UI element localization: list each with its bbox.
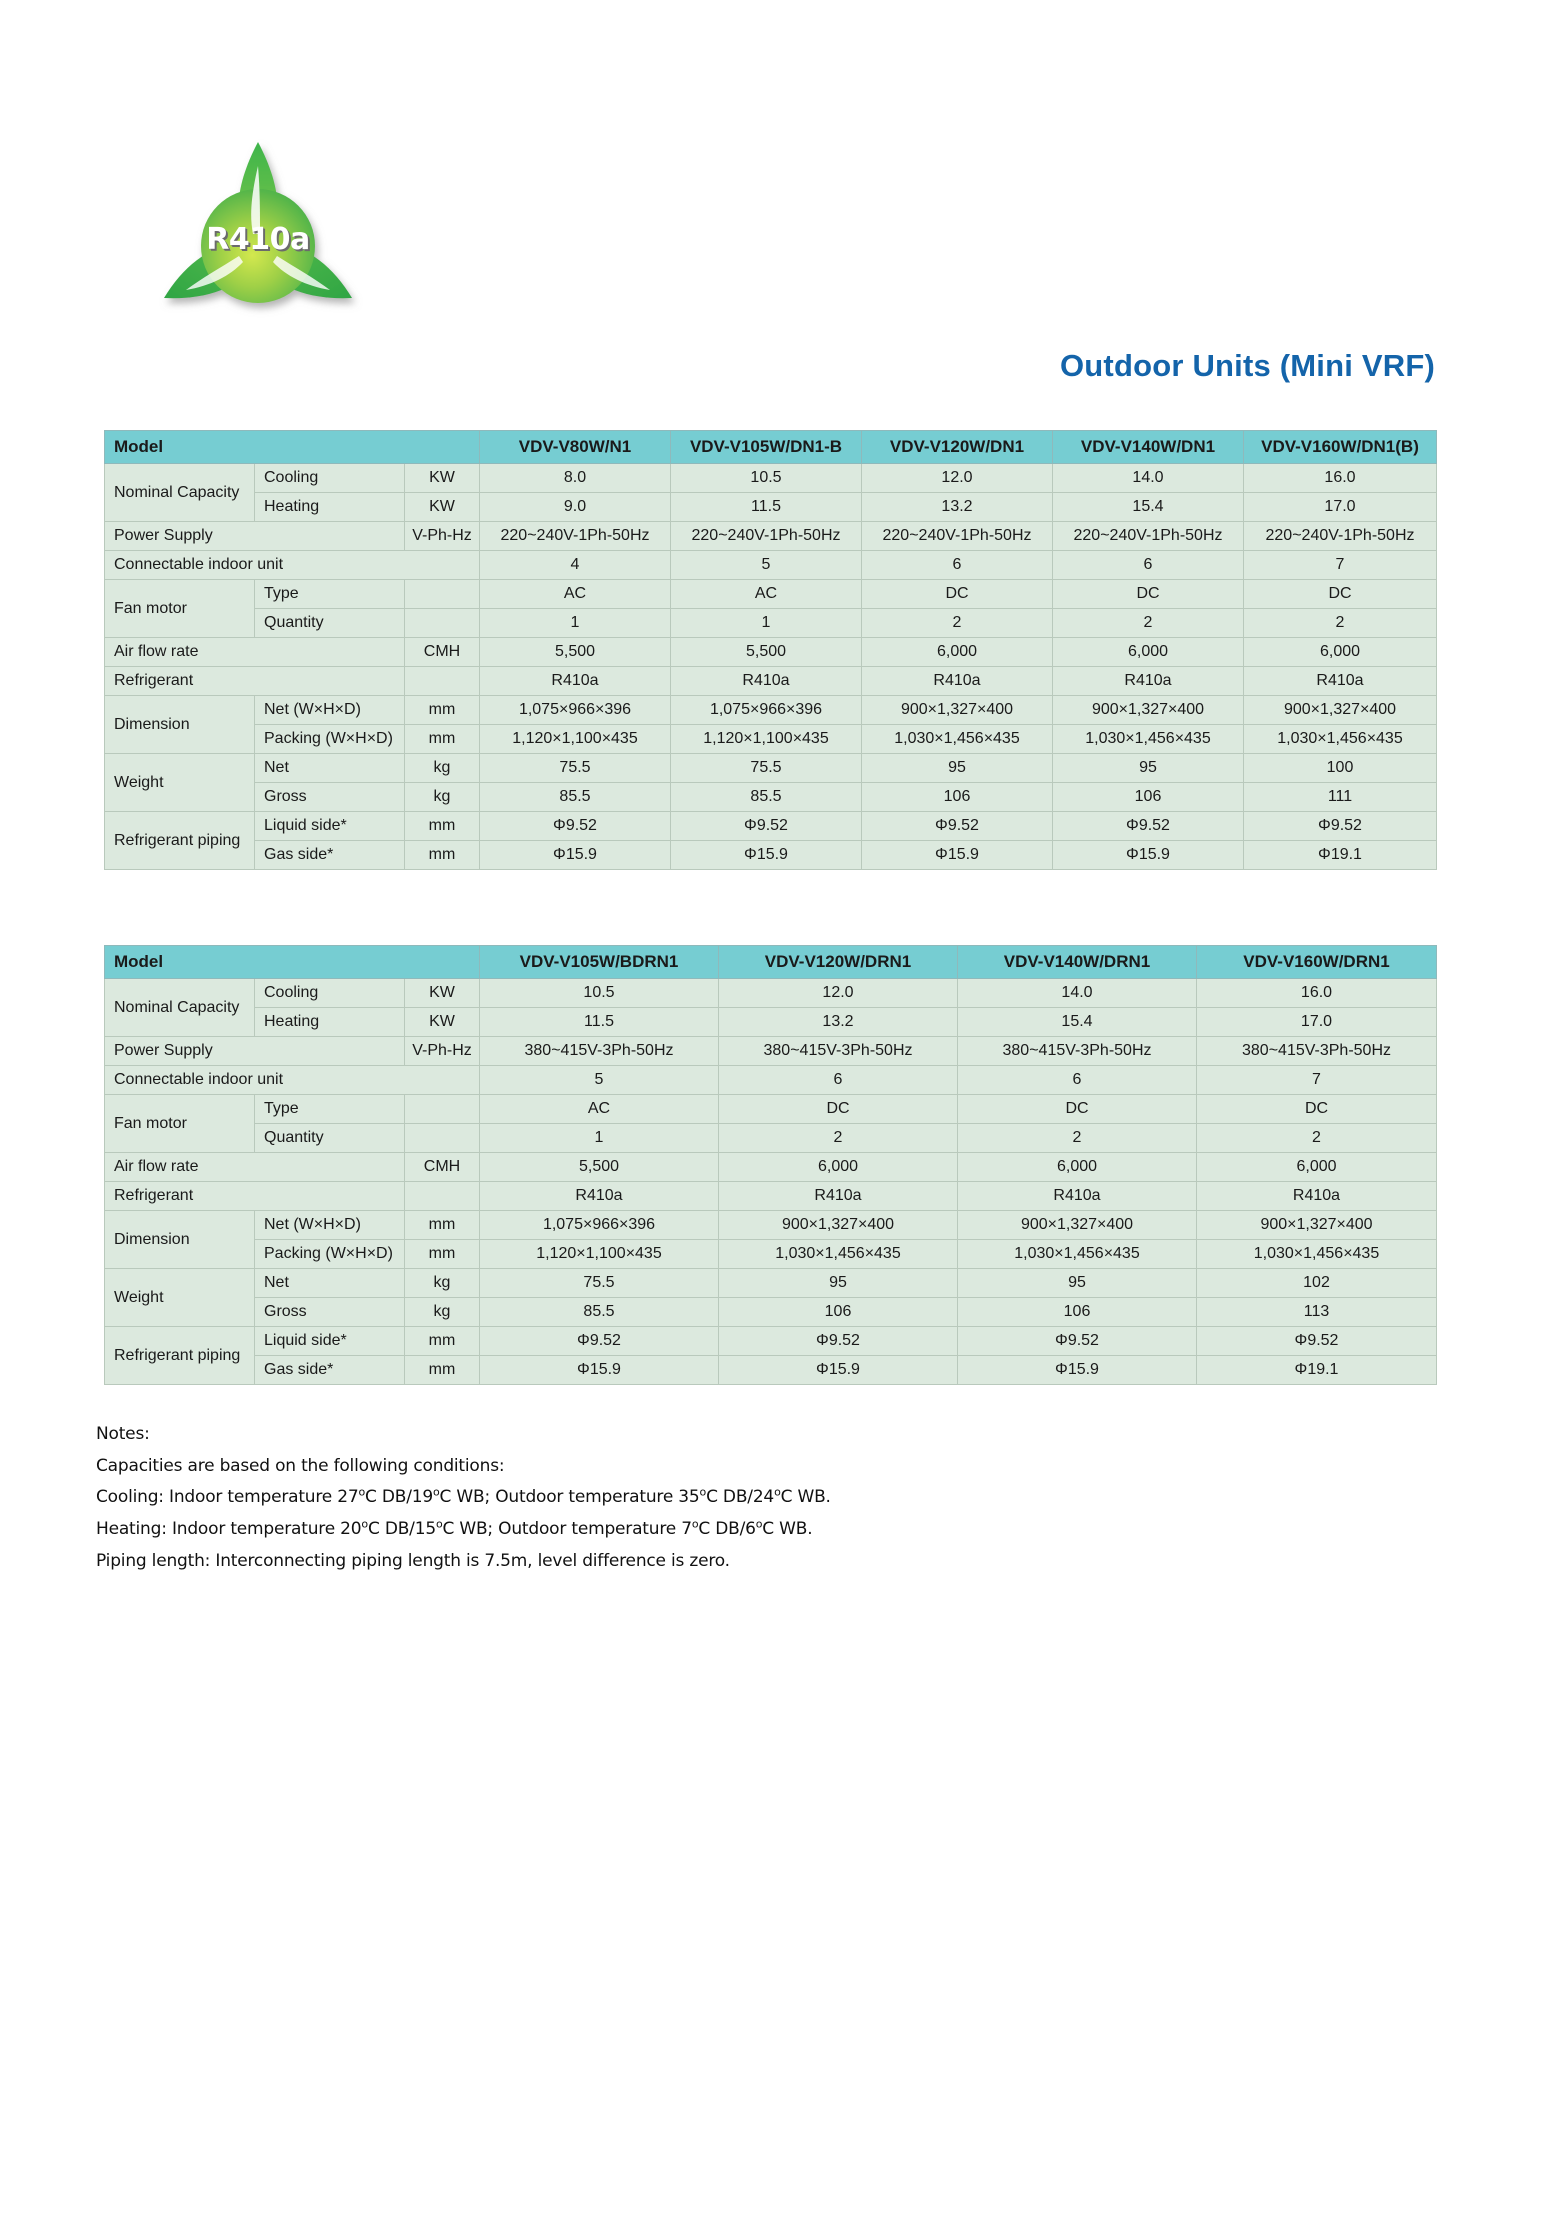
table-row (105, 1269, 1437, 1298)
row-group-label: Weight (105, 754, 255, 812)
row-unit: mm (405, 812, 480, 841)
table-cell: 5,500 (480, 1153, 719, 1182)
row-sub-label: Liquid side* (255, 1327, 405, 1356)
table-cell: R410a (671, 667, 862, 696)
table-cell: 95 (862, 754, 1053, 783)
table-cell: 1 (671, 609, 862, 638)
table-cell: 6 (719, 1066, 958, 1095)
row-group-label: Refrigerant piping (105, 1327, 255, 1385)
table-cell: 106 (719, 1298, 958, 1327)
table-cell: 13.2 (862, 493, 1053, 522)
row-group-label: Fan motor (105, 1095, 255, 1153)
table-row (105, 1153, 1437, 1182)
table-cell: Φ9.52 (1244, 812, 1437, 841)
table-cell: Φ9.52 (1197, 1327, 1437, 1356)
table-cell: 1,030×1,456×435 (719, 1240, 958, 1269)
degree-superscript: o (435, 1517, 443, 1531)
row-label: Air flow rate (105, 638, 405, 667)
row-unit: mm (405, 725, 480, 754)
table-row (105, 1037, 1437, 1066)
table-cell: 380~415V-3Ph-50Hz (958, 1037, 1197, 1066)
table-cell: 1,120×1,100×435 (671, 725, 862, 754)
table-row (105, 1008, 1437, 1037)
table-row (105, 638, 1437, 667)
row-sub-label: Quantity (255, 1124, 405, 1153)
table-cell: 9.0 (480, 493, 671, 522)
table-cell: 1,120×1,100×435 (480, 725, 671, 754)
row-unit: KW (405, 1008, 480, 1037)
table-cell: 2 (862, 609, 1053, 638)
page-title: Outdoor Units (Mini VRF) (1059, 348, 1435, 383)
table-row (105, 812, 1437, 841)
table-cell: 7 (1197, 1066, 1437, 1095)
table-cell: 15.4 (958, 1008, 1197, 1037)
row-sub-label: Type (255, 1095, 405, 1124)
row-unit: KW (405, 979, 480, 1008)
table-cell: 95 (958, 1269, 1197, 1298)
degree-superscript: o (433, 1485, 440, 1499)
table-cell: AC (671, 580, 862, 609)
table-cell: 380~415V-3Ph-50Hz (480, 1037, 719, 1066)
table-cell: 2 (1197, 1124, 1437, 1153)
table-cell: 6,000 (958, 1153, 1197, 1182)
row-sub-label: Net (255, 754, 405, 783)
spec-table-three-phase (104, 945, 1437, 1385)
table-cell: 95 (1053, 754, 1244, 783)
table-cell: 6,000 (862, 638, 1053, 667)
row-unit: CMH (405, 638, 480, 667)
table-cell: DC (1197, 1095, 1437, 1124)
table-cell: 220~240V-1Ph-50Hz (1053, 522, 1244, 551)
row-sub-label: Net (255, 1269, 405, 1298)
degree-superscript: o (699, 1485, 707, 1499)
table-row (105, 667, 1437, 696)
row-group-label: Fan motor (105, 580, 255, 638)
table-cell: 16.0 (1244, 464, 1437, 493)
table-cell: AC (480, 580, 671, 609)
table-cell: R410a (480, 1182, 719, 1211)
table-cell: 100 (1244, 754, 1437, 783)
table-cell: DC (1244, 580, 1437, 609)
table-cell: Φ9.52 (480, 812, 671, 841)
table-cell: 380~415V-3Ph-50Hz (1197, 1037, 1437, 1066)
table-cell: 17.0 (1197, 1008, 1437, 1037)
row-group-label: Nominal Capacity (105, 464, 255, 522)
row-unit: kg (405, 783, 480, 812)
row-label: Refrigerant (105, 1182, 405, 1211)
table-cell: 1 (480, 609, 671, 638)
row-unit: mm (405, 841, 480, 870)
table-cell: 220~240V-1Ph-50Hz (1244, 522, 1437, 551)
notes-lines (96, 1457, 1296, 1571)
table-cell: 12.0 (719, 979, 958, 1008)
table-cell: 1,075×966×396 (480, 1211, 719, 1240)
table-cell: Φ15.9 (1053, 841, 1244, 870)
table-cell: 220~240V-1Ph-50Hz (862, 522, 1053, 551)
table-cell: DC (719, 1095, 958, 1124)
table-cell: 106 (1053, 783, 1244, 812)
table-cell: R410a (862, 667, 1053, 696)
table-cell: 2 (1244, 609, 1437, 638)
table-cell: 113 (1197, 1298, 1437, 1327)
header-model-2: VDV-V105W/DN1-B (671, 431, 862, 464)
table-cell: 900×1,327×400 (719, 1211, 958, 1240)
table-cell: Φ9.52 (958, 1327, 1197, 1356)
note-line: Piping length: Interconnecting piping length is 7.5m, level difference is zero. (96, 1550, 730, 1571)
table-cell: 111 (1244, 783, 1437, 812)
table-cell: 14.0 (958, 979, 1197, 1008)
row-sub-label: Net (W×H×D) (255, 1211, 405, 1240)
degree-superscript: o (774, 1485, 781, 1499)
row-unit: V-Ph-Hz (405, 1037, 480, 1066)
header-model-3: VDV-V140W/DRN1 (958, 946, 1197, 979)
row-unit: mm (405, 1211, 480, 1240)
row-group-label: Dimension (105, 1211, 255, 1269)
row-sub-label: Gross (255, 1298, 405, 1327)
row-unit: KW (405, 464, 480, 493)
row-unit (405, 1124, 480, 1153)
row-sub-label: Packing (W×H×D) (255, 725, 405, 754)
table-cell: DC (958, 1095, 1197, 1124)
table-cell: Φ19.1 (1197, 1356, 1437, 1385)
table-cell: 6 (958, 1066, 1197, 1095)
row-label: Refrigerant (105, 667, 405, 696)
table-cell: 1,075×966×396 (480, 696, 671, 725)
row-label: Connectable indoor unit (105, 551, 480, 580)
degree-superscript: o (361, 1517, 368, 1531)
row-unit (405, 667, 480, 696)
table-cell: 6 (1053, 551, 1244, 580)
table-cell: 14.0 (1053, 464, 1244, 493)
table-row (105, 1240, 1437, 1269)
table-cell: 1,030×1,456×435 (862, 725, 1053, 754)
table-cell: Φ9.52 (862, 812, 1053, 841)
table-cell: 75.5 (671, 754, 862, 783)
table-cell: Φ9.52 (719, 1327, 958, 1356)
table-cell: R410a (480, 667, 671, 696)
table-cell: 15.4 (1053, 493, 1244, 522)
table-row (105, 841, 1437, 870)
table-cell: 900×1,327×400 (1197, 1211, 1437, 1240)
note-line: Cooling: Indoor temperature 27$^o$C DB/19$^o$C WB; Outdoor temperature 35$^o$C DB/24$^o$C WB. (96, 1485, 831, 1508)
header-model-3: VDV-V120W/DN1 (862, 431, 1053, 464)
table-cell: 220~240V-1Ph-50Hz (671, 522, 862, 551)
row-label: Power Supply (105, 1037, 405, 1066)
table-cell: 900×1,327×400 (1244, 696, 1437, 725)
table-cell: R410a (958, 1182, 1197, 1211)
row-unit: V-Ph-Hz (405, 522, 480, 551)
table-cell: 900×1,327×400 (958, 1211, 1197, 1240)
table-row (105, 551, 1437, 580)
table-cell: R410a (1197, 1182, 1437, 1211)
table-header-row (105, 431, 1437, 464)
table-cell: AC (480, 1095, 719, 1124)
table-row (105, 1211, 1437, 1240)
table-cell: 2 (719, 1124, 958, 1153)
row-unit: mm (405, 1327, 480, 1356)
table-row (105, 609, 1437, 638)
table-cell: 85.5 (480, 783, 671, 812)
table-cell: 75.5 (480, 754, 671, 783)
table-cell: R410a (719, 1182, 958, 1211)
table-row (105, 1182, 1437, 1211)
row-sub-label: Packing (W×H×D) (255, 1240, 405, 1269)
table-cell: R410a (1244, 667, 1437, 696)
table-row (105, 783, 1437, 812)
table-cell: 6 (862, 551, 1053, 580)
table-cell: Φ9.52 (480, 1327, 719, 1356)
notes-title: Notes: (96, 1424, 150, 1444)
notes-block (96, 1425, 1296, 1583)
table-cell: 10.5 (480, 979, 719, 1008)
table-cell: 10.5 (671, 464, 862, 493)
row-unit: kg (405, 1269, 480, 1298)
row-sub-label: Gross (255, 783, 405, 812)
degree-superscript: o (691, 1517, 699, 1531)
row-unit: mm (405, 696, 480, 725)
table-cell: 1,075×966×396 (671, 696, 862, 725)
table-cell: 12.0 (862, 464, 1053, 493)
table-cell: 4 (480, 551, 671, 580)
logo-label: R410a (206, 221, 310, 257)
row-sub-label: Gas side* (255, 1356, 405, 1385)
header-model-1: VDV-V80W/N1 (480, 431, 671, 464)
table-cell: 6,000 (1244, 638, 1437, 667)
row-label: Power Supply (105, 522, 405, 551)
row-sub-label: Heating (255, 493, 405, 522)
table-cell: 900×1,327×400 (862, 696, 1053, 725)
row-group-label: Weight (105, 1269, 255, 1327)
table-cell: 5 (480, 1066, 719, 1095)
table-cell: 17.0 (1244, 493, 1437, 522)
table-cell: 106 (958, 1298, 1197, 1327)
table-row (105, 754, 1437, 783)
table-row (105, 725, 1437, 754)
table-cell: 6,000 (1197, 1153, 1437, 1182)
degree-superscript: o (755, 1517, 763, 1531)
table-cell: 380~415V-3Ph-50Hz (719, 1037, 958, 1066)
table-cell: 16.0 (1197, 979, 1437, 1008)
row-unit (405, 609, 480, 638)
table-cell: Φ15.9 (480, 1356, 719, 1385)
table-cell: 11.5 (480, 1008, 719, 1037)
table-cell: 1,030×1,456×435 (1197, 1240, 1437, 1269)
row-sub-label: Type (255, 580, 405, 609)
table-row (105, 1066, 1437, 1095)
row-sub-label: Cooling (255, 464, 405, 493)
table-cell: Φ15.9 (480, 841, 671, 870)
table-row (105, 464, 1437, 493)
row-unit (405, 1095, 480, 1124)
table-row (105, 1356, 1437, 1385)
row-unit: CMH (405, 1153, 480, 1182)
table-cell: 11.5 (671, 493, 862, 522)
table-row (105, 1327, 1437, 1356)
table-cell: 5,500 (671, 638, 862, 667)
table-cell: 75.5 (480, 1269, 719, 1298)
table-cell: 1,120×1,100×435 (480, 1240, 719, 1269)
row-sub-label: Net (W×H×D) (255, 696, 405, 725)
table-row (105, 580, 1437, 609)
table-cell: Φ15.9 (862, 841, 1053, 870)
header-model-4: VDV-V160W/DRN1 (1197, 946, 1437, 979)
row-unit: kg (405, 1298, 480, 1327)
table-cell: 900×1,327×400 (1053, 696, 1244, 725)
table-cell: 220~240V-1Ph-50Hz (480, 522, 671, 551)
row-unit: KW (405, 493, 480, 522)
table-header-row (105, 946, 1437, 979)
table-cell: 2 (958, 1124, 1197, 1153)
table-cell: R410a (1053, 667, 1244, 696)
table-cell: Φ15.9 (958, 1356, 1197, 1385)
table-cell: 106 (862, 783, 1053, 812)
table-cell: Φ9.52 (671, 812, 862, 841)
row-sub-label: Quantity (255, 609, 405, 638)
table-cell: Φ15.9 (719, 1356, 958, 1385)
row-sub-label: Gas side* (255, 841, 405, 870)
table-cell: DC (1053, 580, 1244, 609)
table-cell: 6,000 (1053, 638, 1244, 667)
table-cell: 95 (719, 1269, 958, 1298)
table-cell: 8.0 (480, 464, 671, 493)
note-line: Capacities are based on the following conditions: (96, 1455, 505, 1476)
header-model-label: Model (105, 946, 480, 979)
table-row (105, 1124, 1437, 1153)
row-sub-label: Liquid side* (255, 812, 405, 841)
degree-superscript: o (358, 1485, 366, 1499)
row-unit: kg (405, 754, 480, 783)
table-cell: 85.5 (480, 1298, 719, 1327)
table-row (105, 1095, 1437, 1124)
spec-table-single-phase (104, 430, 1437, 870)
row-sub-label: Cooling (255, 979, 405, 1008)
table-row (105, 696, 1437, 725)
table-cell: 1,030×1,456×435 (958, 1240, 1197, 1269)
table-row (105, 979, 1437, 1008)
table-cell: 1,030×1,456×435 (1244, 725, 1437, 754)
note-line: Heating: Indoor temperature 20$^o$C DB/15$^o$C WB; Outdoor temperature 7$^o$C DB/6$^o$C WB. (96, 1517, 813, 1540)
table-cell: DC (862, 580, 1053, 609)
table-row (105, 493, 1437, 522)
row-label: Connectable indoor unit (105, 1066, 480, 1095)
table-cell: 85.5 (671, 783, 862, 812)
row-sub-label: Heating (255, 1008, 405, 1037)
table-cell: 1 (480, 1124, 719, 1153)
r410a-logo-graphic (148, 128, 368, 338)
header-model-2: VDV-V120W/DRN1 (719, 946, 958, 979)
row-unit: mm (405, 1240, 480, 1269)
row-unit (405, 1182, 480, 1211)
table-cell: Φ15.9 (671, 841, 862, 870)
header-model-label: Model (105, 431, 480, 464)
table-row (105, 522, 1437, 551)
table-cell: 1,030×1,456×435 (1053, 725, 1244, 754)
table-cell: 102 (1197, 1269, 1437, 1298)
table-cell: Φ9.52 (1053, 812, 1244, 841)
table-cell: 13.2 (719, 1008, 958, 1037)
row-group-label: Dimension (105, 696, 255, 754)
table-cell: 5 (671, 551, 862, 580)
row-group-label: Nominal Capacity (105, 979, 255, 1037)
header-model-1: VDV-V105W/BDRN1 (480, 946, 719, 979)
header-model-4: VDV-V140W/DN1 (1053, 431, 1244, 464)
table-cell: 6,000 (719, 1153, 958, 1182)
row-group-label: Refrigerant piping (105, 812, 255, 870)
header-model-5: VDV-V160W/DN1(B) (1244, 431, 1437, 464)
row-label: Air flow rate (105, 1153, 405, 1182)
r410a-logo (148, 128, 368, 338)
table-cell: 7 (1244, 551, 1437, 580)
table-cell: 2 (1053, 609, 1244, 638)
row-unit: mm (405, 1356, 480, 1385)
table-cell: Φ19.1 (1244, 841, 1437, 870)
table-cell: 5,500 (480, 638, 671, 667)
row-unit (405, 580, 480, 609)
table-row (105, 1298, 1437, 1327)
